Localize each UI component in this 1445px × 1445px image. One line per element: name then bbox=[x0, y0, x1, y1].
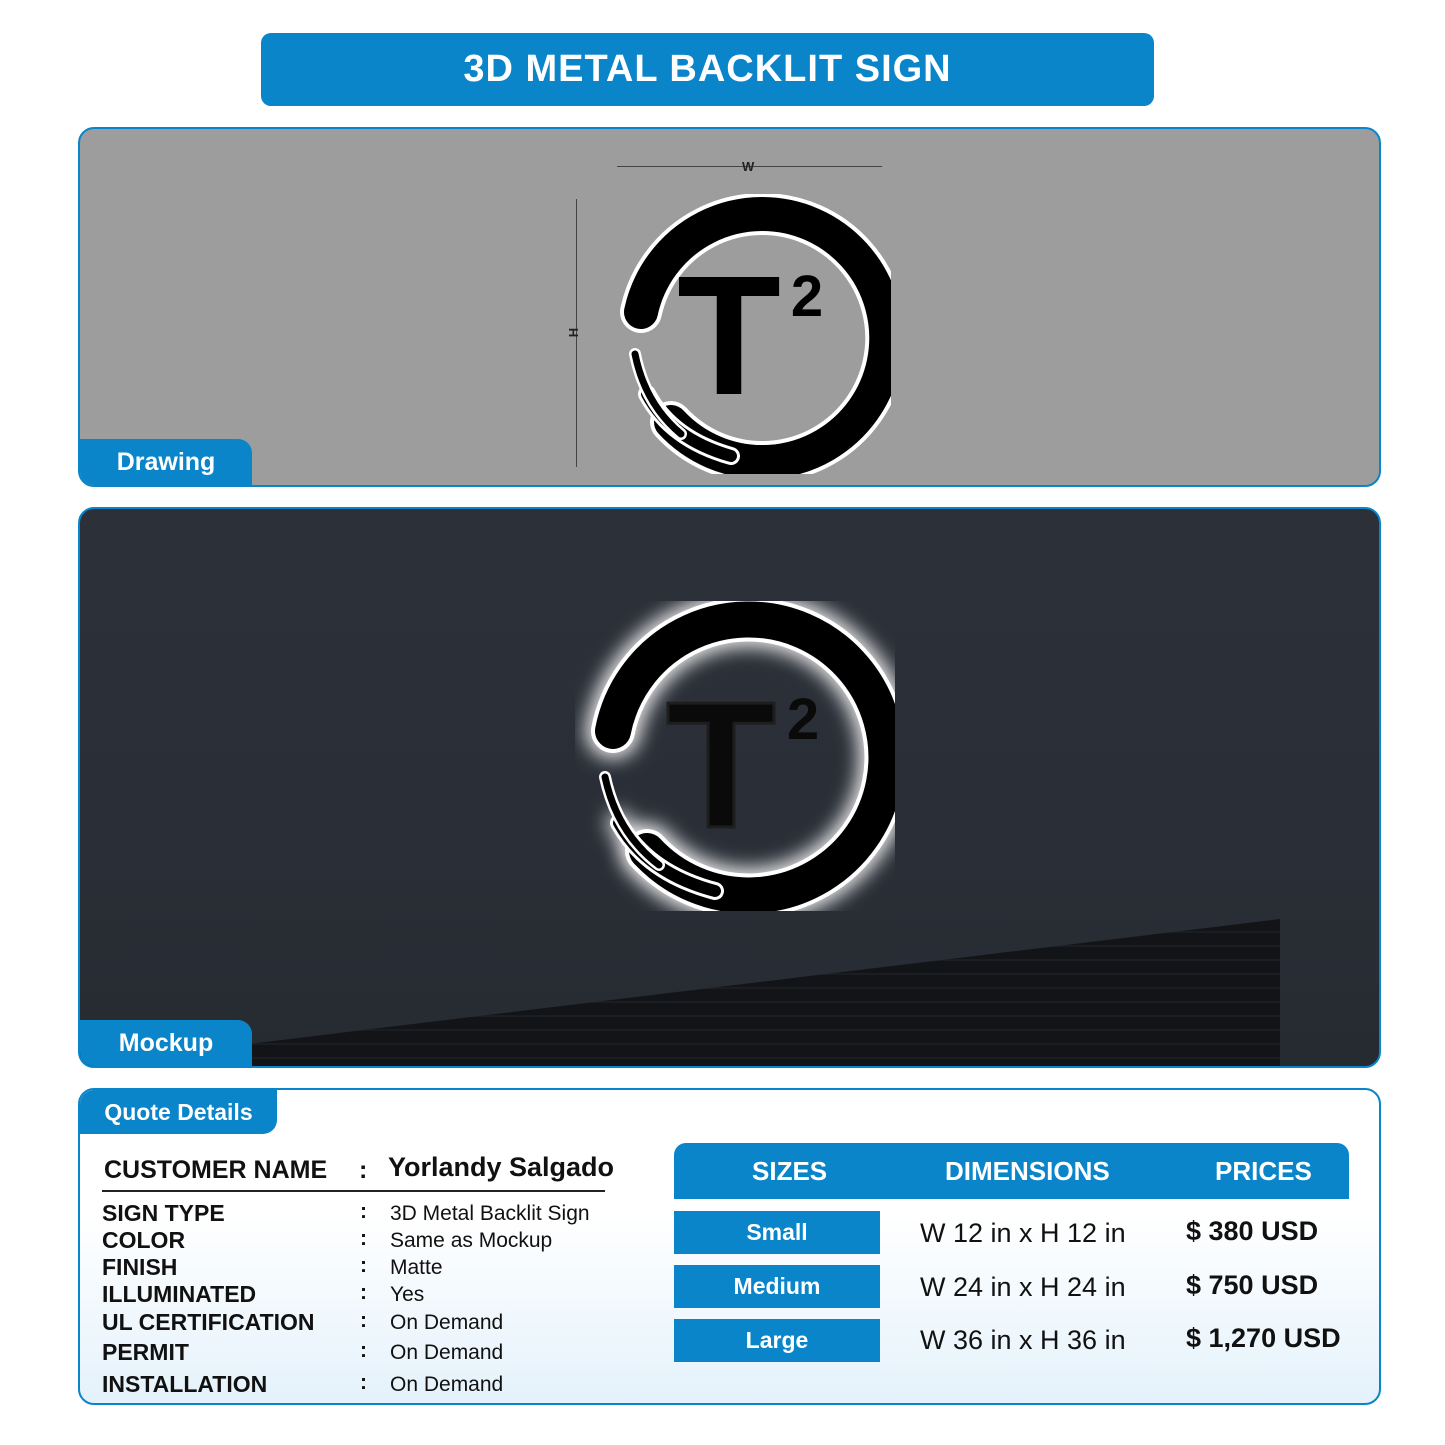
spec-value: On Demand bbox=[390, 1373, 504, 1396]
logo-mockup bbox=[575, 601, 895, 911]
spec-row-finish bbox=[102, 1254, 662, 1282]
logo-superscript: 2 bbox=[790, 264, 824, 329]
quote-details-panel bbox=[78, 1088, 1381, 1405]
spec-value: Yes bbox=[390, 1283, 425, 1306]
dimensions-medium: W 24 in x H 24 in bbox=[920, 1272, 1126, 1302]
storefront-awning bbox=[250, 919, 1280, 1068]
size-large-button[interactable]: Large bbox=[674, 1319, 880, 1362]
dimensions-small: W 12 in x H 12 in bbox=[920, 1218, 1126, 1248]
spec-label: INSTALLATION bbox=[102, 1371, 268, 1397]
customer-name-label: CUSTOMER NAME bbox=[104, 1156, 328, 1184]
spec-label: ILLUMINATED bbox=[102, 1281, 257, 1307]
width-dimension-label: W bbox=[742, 159, 755, 174]
price-small: $ 380 USD bbox=[1186, 1216, 1319, 1246]
spec-label: COLOR bbox=[102, 1227, 186, 1253]
spec-row-sign-type bbox=[102, 1200, 662, 1228]
spec-colon: : bbox=[360, 1371, 367, 1394]
size-medium-button[interactable]: Medium bbox=[674, 1265, 880, 1308]
logo-superscript: 2 bbox=[786, 687, 820, 752]
spec-colon: : bbox=[360, 1309, 367, 1332]
price-table-header bbox=[674, 1143, 1349, 1199]
mockup-tab[interactable]: Mockup bbox=[80, 1020, 252, 1066]
spec-value: Matte bbox=[390, 1256, 443, 1279]
spec-colon: : bbox=[360, 1227, 367, 1250]
price-large: $ 1,270 USD bbox=[1186, 1323, 1341, 1353]
spec-value: On Demand bbox=[390, 1311, 504, 1334]
spec-label: PERMIT bbox=[102, 1339, 189, 1365]
height-dimension-label: H bbox=[566, 327, 582, 338]
size-small-button[interactable]: Small bbox=[674, 1211, 880, 1254]
header-dimensions: DIMENSIONS bbox=[945, 1156, 1110, 1186]
mockup-panel bbox=[78, 507, 1381, 1068]
spec-colon: : bbox=[360, 1200, 367, 1223]
spec-row-permit bbox=[102, 1339, 662, 1367]
header-prices: PRICES bbox=[1215, 1156, 1312, 1186]
dimensions-large: W 36 in x H 36 in bbox=[920, 1325, 1126, 1355]
drawing-tab[interactable]: Drawing bbox=[80, 439, 252, 485]
spec-row-installation bbox=[102, 1371, 662, 1399]
price-medium: $ 750 USD bbox=[1186, 1270, 1319, 1300]
header-sizes: SIZES bbox=[752, 1156, 828, 1186]
customer-name-divider bbox=[102, 1190, 605, 1192]
customer-name-value: Yorlandy Salgado bbox=[388, 1152, 615, 1182]
spec-row-illuminated bbox=[102, 1281, 662, 1309]
spec-row-ul-certification bbox=[102, 1309, 662, 1337]
spec-label: UL CERTIFICATION bbox=[102, 1309, 315, 1335]
spec-colon: : bbox=[360, 1281, 367, 1304]
spec-value: On Demand bbox=[390, 1341, 504, 1364]
spec-colon: : bbox=[360, 1339, 367, 1362]
logo-drawing bbox=[611, 194, 891, 474]
spec-colon: : bbox=[360, 1254, 367, 1277]
quote-details-tab[interactable]: Quote Details bbox=[80, 1090, 277, 1134]
logo-letter: T bbox=[677, 241, 781, 431]
logo-letter: T bbox=[666, 665, 776, 866]
spec-value: Same as Mockup bbox=[390, 1229, 553, 1252]
customer-name-colon: : bbox=[359, 1156, 368, 1184]
spec-value: 3D Metal Backlit Sign bbox=[390, 1202, 590, 1225]
spec-row-color bbox=[102, 1227, 662, 1255]
spec-label: FINISH bbox=[102, 1254, 178, 1280]
page-title: 3D METAL BACKLIT SIGN bbox=[261, 33, 1154, 106]
drawing-panel bbox=[78, 127, 1381, 487]
spec-label: SIGN TYPE bbox=[102, 1200, 225, 1226]
